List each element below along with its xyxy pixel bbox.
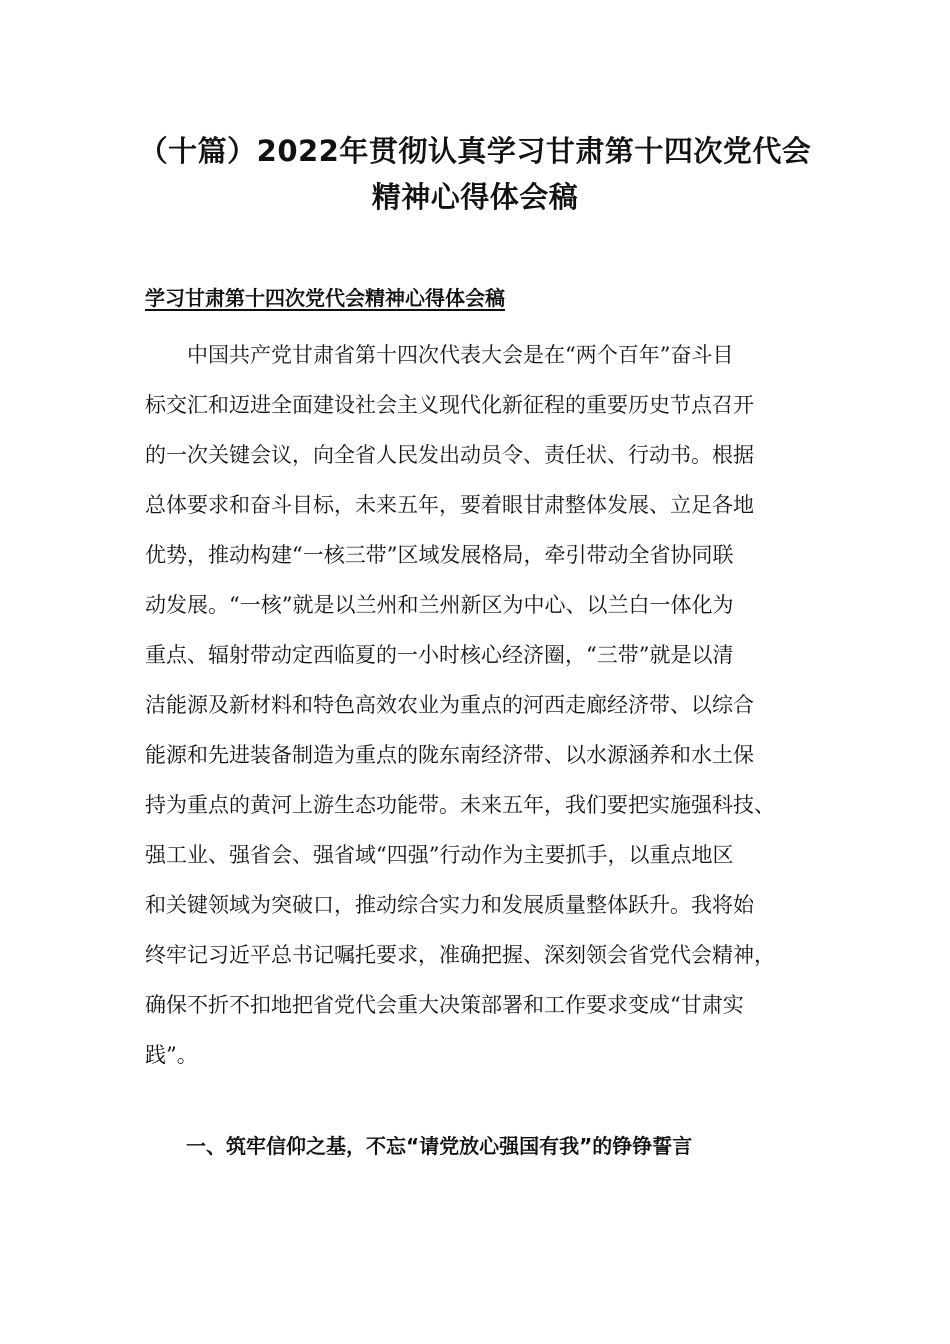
paragraph-line: 标交汇和迈进全面建设社会主义现代化新征程的重要历史节点召开 [145,393,754,417]
paragraph-line: 确保不折不扣地把省党代会重大决策部署和工作要求变成“甘肃实 [145,993,744,1017]
paragraph-line: 重点、辐射带动定西临夏的一小时核心经济圈，“三带”就是以清 [145,643,734,667]
paragraph-line: 践”。 [145,1043,198,1067]
article-subtitle: 学习甘肃第十四次党代会精神心得体会稿 [145,286,505,310]
title-line-2: 精神心得体会稿 [371,180,579,214]
paragraph-line: 洁能源及新材料和特色高效农业为重点的河西走廊经济带、以综合 [145,693,754,717]
paragraph-line: 动发展。“一核”就是以兰州和兰州新区为中心、以兰白一体化为 [145,593,734,617]
paragraph-line: 能源和先进装备制造为重点的陇东南经济带、以水源涵养和水土保 [145,743,754,767]
paragraph-line: 强工业、强省会、强省域“四强”行动作为主要抓手，以重点地区 [145,843,734,867]
intro-paragraph [145,330,825,1080]
document-title [120,128,830,220]
paragraph-line: 终牢记习近平总书记嘱托要求，准确把握、深刻领会省党代会精神， [145,943,775,967]
section-heading: 一、筑牢信仰之基，不忘“请党放心强国有我”的铮铮誓言 [186,1134,693,1158]
paragraph-line: 优势，推动构建“一核三带”区域发展格局，牵引带动全省协同联 [145,543,734,567]
paragraph-line: 持为重点的黄河上游生态功能带。未来五年，我们要把实施强科技、 [145,793,775,817]
paragraph-line: 的一次关键会议，向全省人民发出动员令、责任状、行动书。根据 [145,443,754,467]
paragraph-line: 总体要求和奋斗目标，未来五年，要着眼甘肃整体发展、立足各地 [145,493,754,517]
paragraph-line: 中国共产党甘肃省第十四次代表大会是在“两个百年”奋斗目 [187,343,734,367]
paragraph-line: 和关键领域为突破口，推动综合实力和发展质量整体跃升。我将始 [145,893,754,917]
title-line-1: （十篇）2022年贯彻认真学习甘肃第十四次党代会 [138,134,812,168]
